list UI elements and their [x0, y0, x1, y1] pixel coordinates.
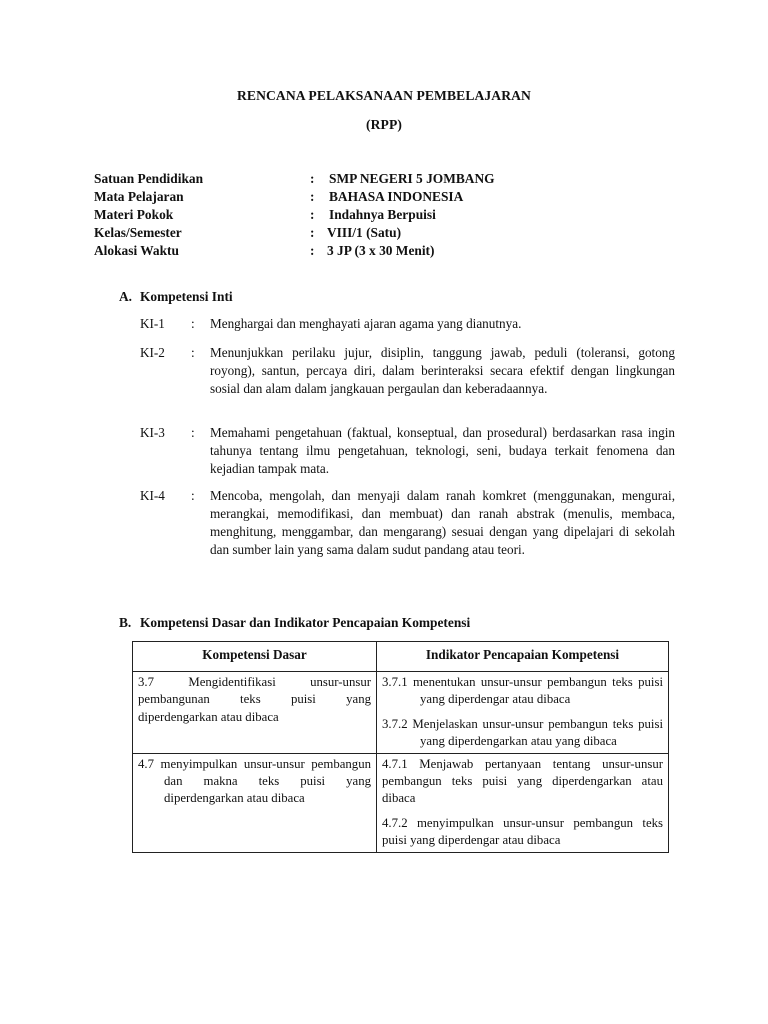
ki-code: KI-1: [140, 316, 165, 331]
ipk-cell: [377, 672, 669, 754]
ipk-text: 4.7.2 menyimpulkan unsur-unsur pembangun teks puisi yang diperdengar atau dibaca: [382, 815, 663, 847]
ki-code: KI-4: [140, 488, 165, 503]
document-subtitle: (RPP): [366, 117, 402, 132]
identity-value: BAHASA INDONESIA: [329, 189, 464, 204]
identity-colon: :: [310, 225, 315, 240]
identity-colon: :: [310, 207, 315, 222]
identity-label: Alokasi Waktu: [94, 243, 179, 258]
ki-colon: :: [191, 316, 195, 331]
ki-code: KI-3: [140, 425, 165, 440]
table-header-row: [133, 642, 669, 672]
kd-cell: [133, 672, 377, 754]
table-row: [133, 672, 669, 754]
ipk-text: 3.7.1 menentukan unsur-unsur pembangun teks puisi yang diperdengar atau dibaca: [382, 675, 663, 707]
kd-text: 3.7 Mengidentifikasi unsur-unsur pembangunan teks puisi yang diperdengarkan atau dibaca: [138, 675, 371, 724]
section-title: Kompetensi Dasar dan Indikator Pencapaian Kompetensi: [140, 615, 471, 630]
section-heading-kompetensi-inti: [119, 288, 233, 306]
ki-text: Menunjukkan perilaku jujur, disiplin, tanggung jawab, peduli (toleransi, gotong royong), santun, percaya diri, dalam berinteraksi secara efektif dengan lingkungan sosial dan alam dalam jangkauan pergaulan dan keberadaannya.: [210, 345, 675, 396]
section-letter: B.: [119, 615, 132, 630]
identity-row: [94, 206, 694, 224]
identity-block: [94, 170, 694, 260]
ki-colon: :: [191, 345, 195, 360]
section-title: Kompetensi Inti: [140, 289, 233, 304]
ki-code: KI-2: [140, 345, 165, 360]
identity-colon: :: [310, 243, 315, 258]
table-header-indikator: Indikator Pencapaian Kompetensi: [377, 642, 669, 672]
ki-colon: :: [191, 488, 195, 503]
identity-value: SMP NEGERI 5 JOMBANG: [329, 171, 495, 186]
identity-label: Satuan Pendidikan: [94, 171, 204, 186]
identity-row: [94, 170, 694, 188]
identity-row: [94, 224, 694, 242]
section-heading-kompetensi-dasar: [119, 614, 470, 632]
document-title: RENCANA PELAKSANAAN PEMBELAJARAN: [237, 88, 531, 103]
ki-text: Memahami pengetahuan (faktual, konseptual, dan prosedural) berdasarkan rasa ingin tahunya tentang ilmu pengetahuan, teknologi, seni, budaya terkait fenomena dan kejadian tampak mata.: [210, 425, 675, 476]
identity-label: Materi Pokok: [94, 207, 174, 222]
kd-cell: [133, 754, 377, 853]
identity-colon: :: [310, 171, 315, 186]
identity-value: Indahnya Berpuisi: [329, 207, 436, 222]
table-header-kompetensi-dasar: Kompetensi Dasar: [133, 642, 377, 672]
table-row: [133, 754, 669, 853]
ipk-cell: [377, 754, 669, 853]
identity-label: Mata Pelajaran: [94, 189, 184, 204]
identity-value: VIII/1 (Satu): [327, 225, 402, 240]
ki-text: Menghargai dan menghayati ajaran agama yang dianutnya.: [210, 316, 522, 331]
kd-ipk-table: [132, 641, 669, 853]
identity-row: [94, 242, 694, 260]
ki-colon: :: [191, 425, 195, 440]
section-letter: A.: [119, 289, 133, 304]
identity-value: 3 JP (3 x 30 Menit): [327, 243, 435, 258]
identity-label: Kelas/Semester: [94, 225, 182, 240]
ipk-text: 4.7.1 Menjawab pertanyaan tentang unsur-unsur pembangun teks puisi yang diperdengarkan atau dibaca: [382, 757, 663, 806]
ipk-text: 3.7.2 Menjelaskan unsur-unsur pembangun teks puisi yang diperdengarkan atau yang dibaca: [382, 716, 663, 748]
kd-text: 4.7 menyimpulkan unsur-unsur pembangun dan makna teks puisi yang diperdengarkan atau dibaca: [138, 757, 371, 806]
identity-row: [94, 188, 694, 206]
ki-text: Mencoba, mengolah, dan menyaji dalam ranah komkret (menggunakan, mengurai, merangkai, memodifikasi, dan membuat) dan ranah abstrak (menulis, membaca, menghitung, menggambar, dan mengarang) sesuai dengan yang dipelajari di sekolah dan sumber lain yang sama dalam sudut pandang atau teori.: [210, 488, 675, 557]
identity-colon: :: [310, 189, 315, 204]
